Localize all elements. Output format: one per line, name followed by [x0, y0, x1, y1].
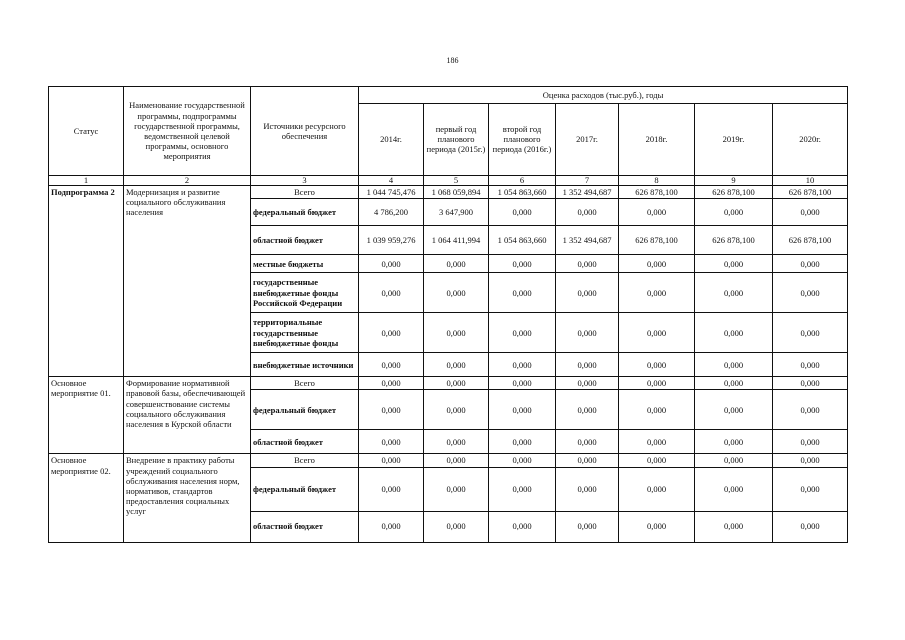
header-sources: Источники ресурсного обеспечения — [251, 87, 359, 176]
column-index: 2 — [124, 176, 251, 186]
header-name: Наименование государственной программы, подпрограммы государственной программы, ведомственной целевой программы, основного мероприятия — [124, 87, 251, 176]
amount-cell: 0,000 — [556, 199, 619, 226]
amount-cell: 0,000 — [773, 313, 848, 353]
amount-cell: 0,000 — [359, 377, 424, 390]
amount-cell: 1 064 411,994 — [424, 226, 489, 255]
funding-source: государственные внебюджетные фонды Российской Федерации — [251, 273, 359, 313]
column-index: 1 — [49, 176, 124, 186]
column-index: 4 — [359, 176, 424, 186]
amount-cell: 0,000 — [489, 313, 556, 353]
amount-cell: 1 352 494,687 — [556, 226, 619, 255]
amount-cell: 626 878,100 — [695, 186, 773, 199]
amount-cell: 0,000 — [556, 377, 619, 390]
column-index: 9 — [695, 176, 773, 186]
amount-cell: 0,000 — [619, 467, 695, 511]
column-index: 3 — [251, 176, 359, 186]
amount-cell: 0,000 — [619, 430, 695, 454]
amount-cell: 1 039 959,276 — [359, 226, 424, 255]
amount-cell: 0,000 — [695, 511, 773, 542]
funding-source: федеральный бюджет — [251, 390, 359, 430]
amount-cell: 0,000 — [489, 255, 556, 273]
table-row — [49, 377, 848, 390]
header-status: Статус — [49, 87, 124, 176]
amount-cell: 0,000 — [619, 199, 695, 226]
header-year: второй год планового периода (2016г.) — [489, 103, 556, 175]
amount-cell: 0,000 — [359, 454, 424, 467]
amount-cell: 0,000 — [619, 511, 695, 542]
header-year: 2019г. — [695, 103, 773, 175]
amount-cell: 0,000 — [556, 255, 619, 273]
amount-cell: 0,000 — [619, 454, 695, 467]
amount-cell: 0,000 — [773, 511, 848, 542]
amount-cell: 0,000 — [619, 273, 695, 313]
column-index: 7 — [556, 176, 619, 186]
amount-cell: 0,000 — [489, 467, 556, 511]
funding-source: внебюджетные источники — [251, 353, 359, 377]
amount-cell: 0,000 — [556, 430, 619, 454]
amount-cell: 0,000 — [773, 430, 848, 454]
amount-cell: 0,000 — [695, 313, 773, 353]
row-status: Основное мероприятие 02. — [49, 454, 124, 542]
funding-source: Всего — [251, 377, 359, 390]
amount-cell: 0,000 — [489, 377, 556, 390]
header-estimate: Оценка расходов (тыс.руб.), годы — [359, 87, 848, 104]
amount-cell: 1 068 059,894 — [424, 186, 489, 199]
amount-cell: 0,000 — [359, 353, 424, 377]
table-header — [49, 87, 848, 186]
amount-cell: 0,000 — [695, 199, 773, 226]
amount-cell: 0,000 — [556, 353, 619, 377]
amount-cell: 0,000 — [489, 454, 556, 467]
amount-cell: 0,000 — [619, 313, 695, 353]
amount-cell: 626 878,100 — [619, 186, 695, 199]
amount-cell: 0,000 — [359, 273, 424, 313]
amount-cell: 0,000 — [489, 353, 556, 377]
header-year: 2014г. — [359, 103, 424, 175]
amount-cell: 1 054 863,660 — [489, 226, 556, 255]
table-body — [49, 186, 848, 543]
amount-cell: 0,000 — [773, 255, 848, 273]
amount-cell: 0,000 — [359, 313, 424, 353]
amount-cell: 0,000 — [556, 390, 619, 430]
funding-source: Всего — [251, 186, 359, 199]
amount-cell: 0,000 — [695, 467, 773, 511]
amount-cell: 0,000 — [773, 199, 848, 226]
amount-cell: 0,000 — [359, 255, 424, 273]
amount-cell: 0,000 — [489, 199, 556, 226]
amount-cell: 0,000 — [556, 313, 619, 353]
amount-cell: 0,000 — [556, 273, 619, 313]
row-program-name: Внедрение в практику работы учреждений социального обслуживания населения норм, нормативов, стандартов предоставления социальных услуг — [124, 454, 251, 542]
amount-cell: 0,000 — [424, 313, 489, 353]
amount-cell: 0,000 — [556, 467, 619, 511]
funding-source: областной бюджет — [251, 226, 359, 255]
amount-cell: 0,000 — [489, 273, 556, 313]
amount-cell: 626 878,100 — [619, 226, 695, 255]
header-year: 2020г. — [773, 103, 848, 175]
amount-cell: 0,000 — [695, 377, 773, 390]
row-program-name: Модернизация и развитие социального обслуживания населения — [124, 186, 251, 377]
amount-cell: 1 352 494,687 — [556, 186, 619, 199]
column-index-row — [49, 176, 848, 186]
amount-cell: 4 786,200 — [359, 199, 424, 226]
header-year: 2017г. — [556, 103, 619, 175]
amount-cell: 0,000 — [489, 511, 556, 542]
amount-cell: 0,000 — [424, 353, 489, 377]
amount-cell: 0,000 — [489, 430, 556, 454]
row-status: Подпрограмма 2 — [49, 186, 124, 377]
budget-table — [48, 86, 848, 543]
amount-cell: 0,000 — [773, 467, 848, 511]
amount-cell: 0,000 — [619, 377, 695, 390]
amount-cell: 0,000 — [773, 273, 848, 313]
amount-cell: 0,000 — [359, 467, 424, 511]
amount-cell: 0,000 — [556, 454, 619, 467]
amount-cell: 1 054 863,660 — [489, 186, 556, 199]
page-number: 186 — [446, 56, 459, 65]
funding-source: территориальные государственные внебюджетные фонды — [251, 313, 359, 353]
amount-cell: 0,000 — [359, 430, 424, 454]
amount-cell: 0,000 — [424, 454, 489, 467]
amount-cell: 0,000 — [695, 273, 773, 313]
column-index: 5 — [424, 176, 489, 186]
funding-source: местные бюджеты — [251, 255, 359, 273]
amount-cell: 0,000 — [619, 390, 695, 430]
funding-source: федеральный бюджет — [251, 199, 359, 226]
amount-cell: 0,000 — [424, 467, 489, 511]
funding-source: областной бюджет — [251, 511, 359, 542]
amount-cell: 0,000 — [424, 255, 489, 273]
amount-cell: 0,000 — [424, 390, 489, 430]
amount-cell: 0,000 — [424, 377, 489, 390]
column-index: 10 — [773, 176, 848, 186]
header-year: 2018г. — [619, 103, 695, 175]
amount-cell: 626 878,100 — [695, 226, 773, 255]
amount-cell: 3 647,900 — [424, 199, 489, 226]
amount-cell: 626 878,100 — [773, 186, 848, 199]
amount-cell: 0,000 — [556, 511, 619, 542]
amount-cell: 626 878,100 — [773, 226, 848, 255]
table-row — [49, 454, 848, 467]
row-program-name: Формирование нормативной правовой базы, обеспечивающей совершенствование системы социального обслуживания населения в Курской области — [124, 377, 251, 454]
amount-cell: 0,000 — [773, 377, 848, 390]
amount-cell: 0,000 — [619, 353, 695, 377]
amount-cell: 0,000 — [695, 353, 773, 377]
amount-cell: 0,000 — [695, 255, 773, 273]
column-index: 6 — [489, 176, 556, 186]
amount-cell: 0,000 — [424, 511, 489, 542]
amount-cell: 0,000 — [424, 430, 489, 454]
amount-cell: 0,000 — [359, 390, 424, 430]
amount-cell: 0,000 — [773, 454, 848, 467]
amount-cell: 0,000 — [695, 430, 773, 454]
amount-cell: 0,000 — [773, 353, 848, 377]
header-year: первый год планового периода (2015г.) — [424, 103, 489, 175]
amount-cell: 0,000 — [359, 511, 424, 542]
funding-source: областной бюджет — [251, 430, 359, 454]
amount-cell: 1 044 745,476 — [359, 186, 424, 199]
amount-cell: 0,000 — [489, 390, 556, 430]
funding-source: Всего — [251, 454, 359, 467]
row-status: Основное мероприятие 01. — [49, 377, 124, 454]
column-index: 8 — [619, 176, 695, 186]
amount-cell: 0,000 — [619, 255, 695, 273]
amount-cell: 0,000 — [695, 390, 773, 430]
amount-cell: 0,000 — [695, 454, 773, 467]
amount-cell: 0,000 — [424, 273, 489, 313]
table-row — [49, 186, 848, 199]
funding-source: федеральный бюджет — [251, 467, 359, 511]
amount-cell: 0,000 — [773, 390, 848, 430]
